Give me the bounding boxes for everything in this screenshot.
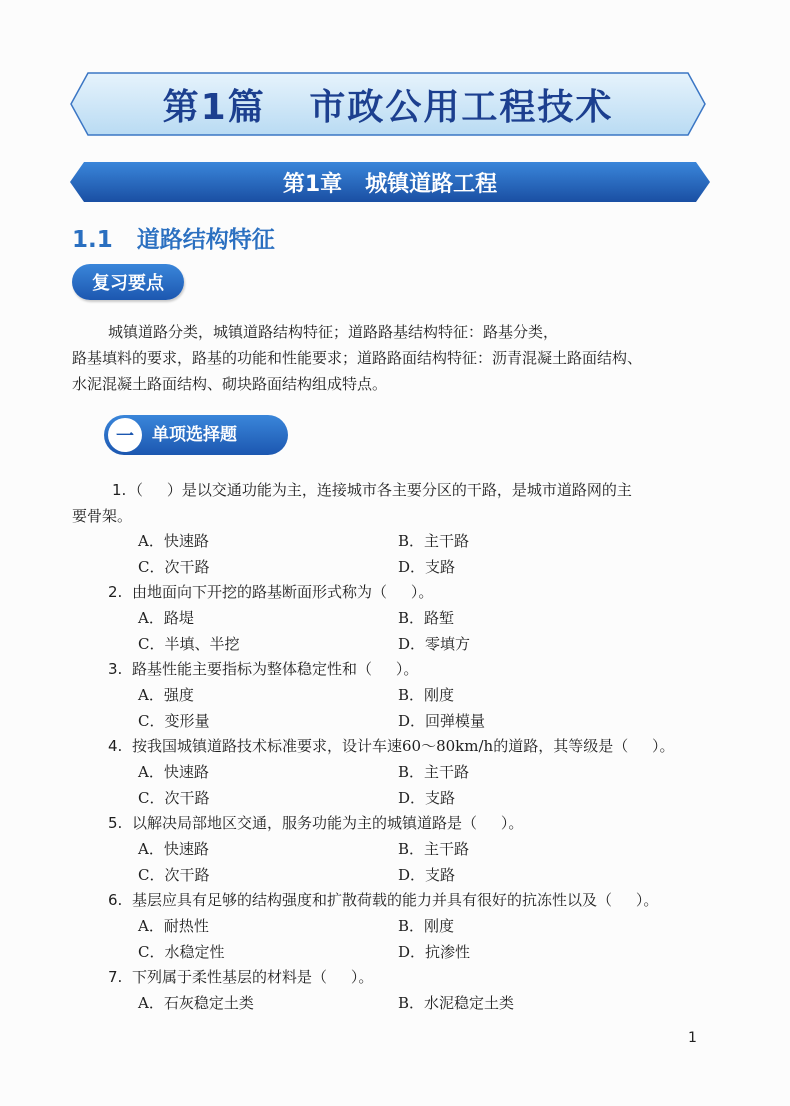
question-2-text: 由地面向下开挖的路基断面形式称为（ ）。 [132, 583, 434, 601]
question-1-text: （ ）是以交通功能为主，连接城市各主要分区的干路，是城市道路网的主 [128, 481, 632, 499]
question-type-number: 一 [116, 426, 134, 447]
question-7-text: 下列属于柔性基层的材料是（ ）。 [132, 968, 374, 986]
question-1-text-cont: 要骨架。 [72, 507, 133, 525]
question-2-option-d: D．零填方 [398, 635, 471, 653]
page-number: 1 [688, 1030, 697, 1046]
question-type-label: 单项选择题 [152, 425, 237, 445]
question-6-option-a: A．耐热性 [138, 917, 209, 935]
question-6-option-b: B．刚度 [398, 917, 455, 935]
question-2-option-b: B．路堑 [398, 609, 455, 627]
question-6-text: 基层应具有足够的结构强度和扩散荷载的能力并具有很好的抗冻性以及（ ）。 [132, 891, 659, 909]
question-4-option-d: D．支路 [398, 789, 456, 807]
question-3-number: 3. [108, 660, 123, 678]
question-3-text: 路基性能主要指标为整体稳定性和（ ）。 [132, 660, 419, 678]
question-5-option-a: A．快速路 [138, 840, 209, 858]
question-4-option-c: C．次干路 [138, 789, 210, 807]
question-5-number: 5. [108, 814, 123, 832]
question-4-text: 按我国城镇道路技术标准要求，设计车速60～80km/h的道路，其等级是（ ）。 [132, 737, 675, 755]
question-3-option-b: B．刚度 [398, 686, 455, 704]
review-line-3: 水泥混凝土路面结构、砌块路面结构组成特点。 [72, 375, 388, 393]
question-1-option-c: C．次干路 [138, 558, 210, 576]
question-7-number: 7. [108, 968, 123, 986]
question-2-number: 2. [108, 583, 123, 601]
question-6-option-c: C．水稳定性 [138, 943, 225, 961]
question-3-option-d: D．回弹模量 [398, 712, 486, 730]
review-line-2: 路基填料的要求，路基的功能和性能要求；道路路面结构特征：沥青混凝土路面结构、 [72, 349, 643, 367]
question-6-number: 6. [108, 891, 123, 909]
question-1-option-b: B．主干路 [398, 532, 470, 550]
question-3-option-c: C．变形量 [138, 712, 210, 730]
review-points-tag: 复习要点 [72, 264, 184, 300]
question-2-option-c: C．半填、半挖 [138, 635, 240, 653]
question-4-option-a: A．快速路 [138, 763, 209, 781]
question-7-option-b: B．水泥稳定土类 [398, 994, 515, 1012]
question-1-number: 1. [112, 481, 127, 499]
question-5-text: 以解决局部地区交通，服务功能为主的城镇道路是（ ）。 [132, 814, 524, 832]
question-7-option-a: A．石灰稳定土类 [138, 994, 254, 1012]
review-line-1: 城镇道路分类，城镇道路结构特征；道路路基结构特征：路基分类， [108, 323, 559, 341]
question-5-option-c: C．次干路 [138, 866, 210, 884]
question-5-option-b: B．主干路 [398, 840, 470, 858]
question-1-option-a: A．快速路 [138, 532, 209, 550]
chapter-title: 第1章 城镇道路工程 [282, 171, 498, 197]
question-3-option-a: A．强度 [138, 686, 194, 704]
question-5-option-d: D．支路 [398, 866, 456, 884]
section-title: 1.1 道路结构特征 [72, 227, 275, 253]
part-title: 第1篇 市政公用工程技术 [162, 86, 614, 128]
question-2-option-a: A．路堤 [138, 609, 194, 627]
question-6-option-d: D．抗渗性 [398, 943, 471, 961]
question-4-number: 4. [108, 737, 123, 755]
question-1-option-d: D．支路 [398, 558, 456, 576]
question-4-option-b: B．主干路 [398, 763, 470, 781]
